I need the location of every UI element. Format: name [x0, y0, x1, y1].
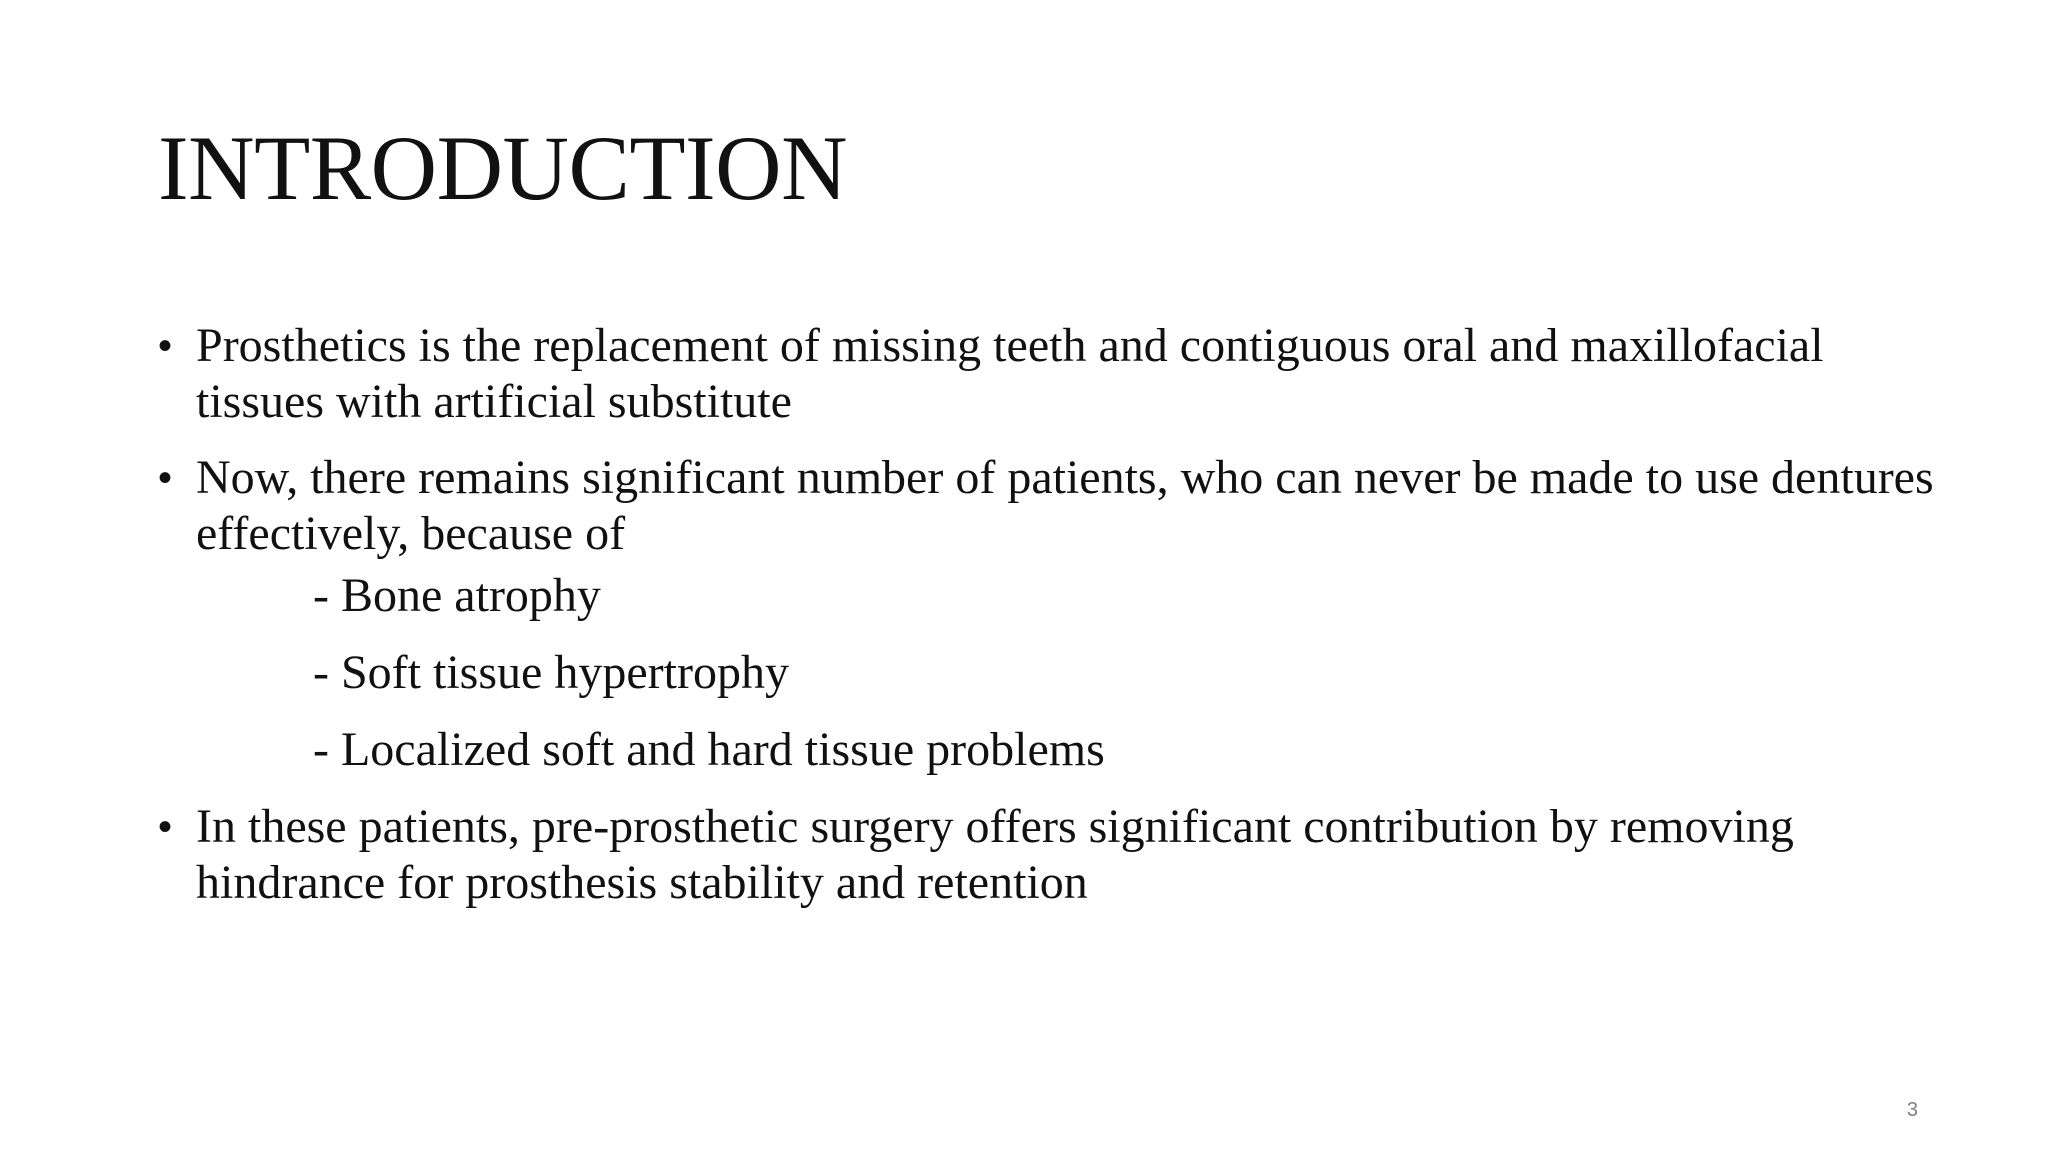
bullet-item: [158, 318, 1958, 430]
bullet-text: Prosthetics is the replacement of missing teeth and contiguous oral and maxillofacial tissues with artificial substitute: [196, 319, 1824, 428]
bullet-dot-icon: •: [158, 324, 173, 368]
bullet-text: In these patients, pre-prosthetic surgery offers significant contribution by removing hindrance for prosthesis stability and retention: [196, 800, 1794, 909]
sub-item-list: [158, 568, 1958, 778]
bullet-text: Now, there remains significant number of patients, who can never be made to use dentures effectively, because of: [196, 451, 1934, 560]
page-number: 3: [1906, 1099, 1918, 1121]
sub-item: - Localized soft and hard tissue problems: [313, 723, 1105, 776]
sub-item: - Bone atrophy: [313, 569, 601, 622]
sub-item: - Soft tissue hypertrophy: [313, 646, 789, 699]
bullet-dot-icon: •: [158, 456, 173, 500]
bullet-dot-icon: •: [158, 805, 173, 849]
slide-title: INTRODUCTION: [158, 117, 848, 219]
slide-body: [158, 318, 1958, 931]
bullet-item: [158, 799, 1958, 911]
bullet-item: [158, 450, 1958, 562]
